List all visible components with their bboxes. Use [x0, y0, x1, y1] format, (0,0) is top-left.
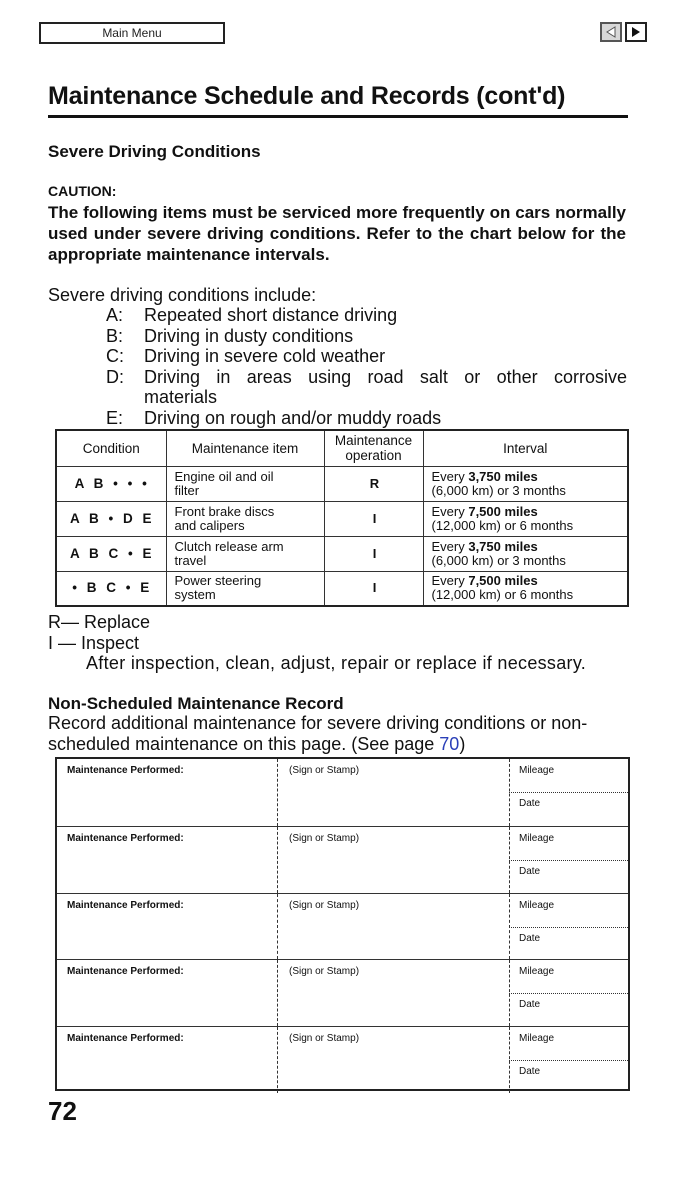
conditions-intro: Severe driving conditions include:	[48, 285, 317, 305]
maintenance-schedule-table	[55, 429, 629, 607]
row-divider	[509, 993, 628, 994]
severe-conditions-heading: Severe Driving Conditions	[48, 142, 261, 161]
item-line: Engine oil and oil	[174, 468, 274, 484]
row-divider	[509, 860, 628, 861]
sign-stamp-label: (Sign or Stamp)	[289, 832, 360, 844]
legend-inspect: I — Inspect	[48, 633, 140, 653]
page-navigation	[600, 22, 647, 42]
item-line: filter	[174, 482, 200, 498]
mileage-label: Mileage	[519, 966, 555, 978]
previous-page-button[interactable]	[600, 22, 622, 42]
mileage-label: Mileage	[519, 765, 555, 776]
condition-letter: D:	[106, 366, 124, 387]
table-row	[56, 466, 628, 501]
condition-text: Repeated short distance driving	[144, 305, 398, 325]
maintenance-performed-label: Maintenance Performed:	[67, 966, 184, 978]
operation-cell: I	[324, 571, 423, 606]
condition-cell: • B C • E	[56, 571, 166, 606]
triangle-left-icon	[605, 26, 617, 38]
interval-cell	[423, 466, 628, 501]
date-label: Date	[519, 932, 541, 944]
page-title: Maintenance Schedule and Records (cont'd)	[48, 82, 628, 118]
main-menu-button[interactable]: Main Menu	[39, 22, 225, 44]
item-cell	[166, 466, 324, 501]
interval-line2: (12,000 km) or 6 months	[431, 587, 574, 603]
interval-cell	[423, 501, 628, 536]
record-heading: Non-Scheduled Maintenance Record	[48, 694, 344, 713]
condition-cell: A B • • •	[56, 466, 166, 501]
sign-stamp-label: (Sign or Stamp)	[289, 899, 360, 911]
mileage-label: Mileage	[519, 899, 555, 911]
date-label: Date	[519, 1066, 541, 1078]
interval-miles: 3,750 miles	[468, 538, 538, 554]
item-line: Front brake discs	[174, 503, 275, 519]
maintenance-performed-label: Maintenance Performed:	[67, 1033, 184, 1045]
legend-replace: R— Replace	[48, 612, 151, 632]
operation-cell: I	[324, 536, 423, 571]
interval-line1	[432, 540, 622, 554]
interval-miles: 7,500 miles	[468, 573, 538, 589]
condition-item	[106, 305, 627, 326]
operation-header-line1: Maintenance	[334, 433, 413, 449]
interval-prefix: Every	[431, 503, 469, 519]
row-divider	[509, 1060, 628, 1061]
item-cell	[166, 501, 324, 536]
condition-text: Driving in areas using road salt or other corrosive materials	[144, 366, 627, 407]
condition-letter: A:	[106, 305, 124, 325]
operation-cell: R	[324, 466, 423, 501]
item-line: and calipers	[174, 517, 245, 533]
interval-line1	[432, 470, 622, 484]
item-line: Clutch release arm	[174, 538, 284, 554]
mileage-label: Mileage	[519, 1033, 555, 1045]
record-desc-text: Record additional maintenance for severe driving conditions or non-scheduled maintenance on this page. (See page	[48, 713, 588, 754]
table-row	[56, 536, 628, 571]
interval-cell	[423, 536, 628, 571]
maintenance-performed-label: Maintenance Performed:	[67, 899, 184, 911]
row-divider	[509, 792, 628, 793]
next-page-button[interactable]	[625, 22, 647, 42]
mileage-label: Mileage	[519, 832, 555, 844]
record-desc-end: )	[459, 734, 466, 754]
triangle-right-icon	[630, 26, 642, 38]
condition-cell: A B • D E	[56, 501, 166, 536]
interval-line2: (6,000 km) or 3 months	[431, 482, 566, 498]
record-description	[48, 713, 630, 755]
item-line: system	[174, 587, 216, 603]
caution-text: The following items must be serviced more frequently on cars normally used under severe driving conditions. Refer to the chart below for the appropriate maintenance intervals.	[48, 203, 626, 264]
item-cell	[166, 571, 324, 606]
condition-letter: B:	[106, 325, 124, 346]
table-row	[56, 571, 628, 606]
record-row	[57, 893, 628, 960]
page-70-link[interactable]: 70	[439, 734, 460, 754]
maintenance-performed-label: Maintenance Performed:	[67, 765, 184, 776]
column-divider	[277, 759, 278, 826]
condition-item	[106, 408, 627, 429]
item-line: travel	[174, 552, 207, 568]
column-header-interval: Interval	[423, 430, 628, 466]
interval-line2: (12,000 km) or 6 months	[431, 517, 574, 533]
interval-line2: (6,000 km) or 3 months	[431, 552, 566, 568]
condition-item	[106, 346, 627, 367]
record-row	[57, 959, 628, 1026]
sign-stamp-label: (Sign or Stamp)	[289, 765, 360, 776]
interval-miles: 7,500 miles	[468, 503, 538, 519]
column-divider	[277, 827, 278, 893]
date-label: Date	[519, 865, 541, 877]
row-divider	[509, 927, 628, 928]
condition-letter: E:	[106, 407, 124, 428]
condition-text: Driving on rough and/or muddy roads	[144, 407, 442, 428]
interval-line1	[432, 505, 622, 519]
inspection-note: After inspection, clean, adjust, repair or replace if necessary.	[86, 653, 587, 673]
operation-header-line2: operation	[345, 448, 402, 464]
condition-text: Driving in dusty conditions	[144, 325, 354, 346]
caution-label: CAUTION:	[48, 183, 117, 199]
conditions-list	[106, 305, 627, 428]
interval-miles: 3,750 miles	[468, 468, 538, 484]
record-row	[57, 759, 628, 826]
table-row	[56, 501, 628, 536]
maintenance-record-table	[55, 757, 630, 1091]
page-number: 72	[48, 1096, 77, 1126]
date-label: Date	[519, 999, 541, 1011]
interval-prefix: Every	[431, 573, 469, 589]
condition-item	[106, 326, 627, 347]
column-header-condition: Condition	[56, 430, 166, 466]
condition-item	[106, 367, 627, 408]
item-line: Power steering	[174, 573, 262, 589]
legend	[48, 612, 150, 654]
maintenance-performed-label: Maintenance Performed:	[67, 832, 184, 844]
column-divider	[277, 960, 278, 1026]
sign-stamp-label: (Sign or Stamp)	[289, 1033, 360, 1045]
interval-prefix: Every	[431, 538, 469, 554]
condition-text: Driving in severe cold weather	[144, 346, 386, 366]
interval-cell	[423, 571, 628, 606]
interval-line1	[432, 574, 622, 588]
condition-cell: A B C • E	[56, 536, 166, 571]
record-row	[57, 826, 628, 893]
interval-prefix: Every	[431, 468, 469, 484]
record-row	[57, 1026, 628, 1093]
column-header-operation	[324, 430, 423, 466]
sign-stamp-label: (Sign or Stamp)	[289, 966, 360, 978]
date-label: Date	[519, 798, 541, 809]
table-header-row	[56, 430, 628, 466]
item-cell	[166, 536, 324, 571]
condition-letter: C:	[106, 346, 124, 366]
column-header-item: Maintenance item	[166, 430, 324, 466]
operation-cell: I	[324, 501, 423, 536]
column-divider	[277, 894, 278, 960]
column-divider	[277, 1027, 278, 1093]
